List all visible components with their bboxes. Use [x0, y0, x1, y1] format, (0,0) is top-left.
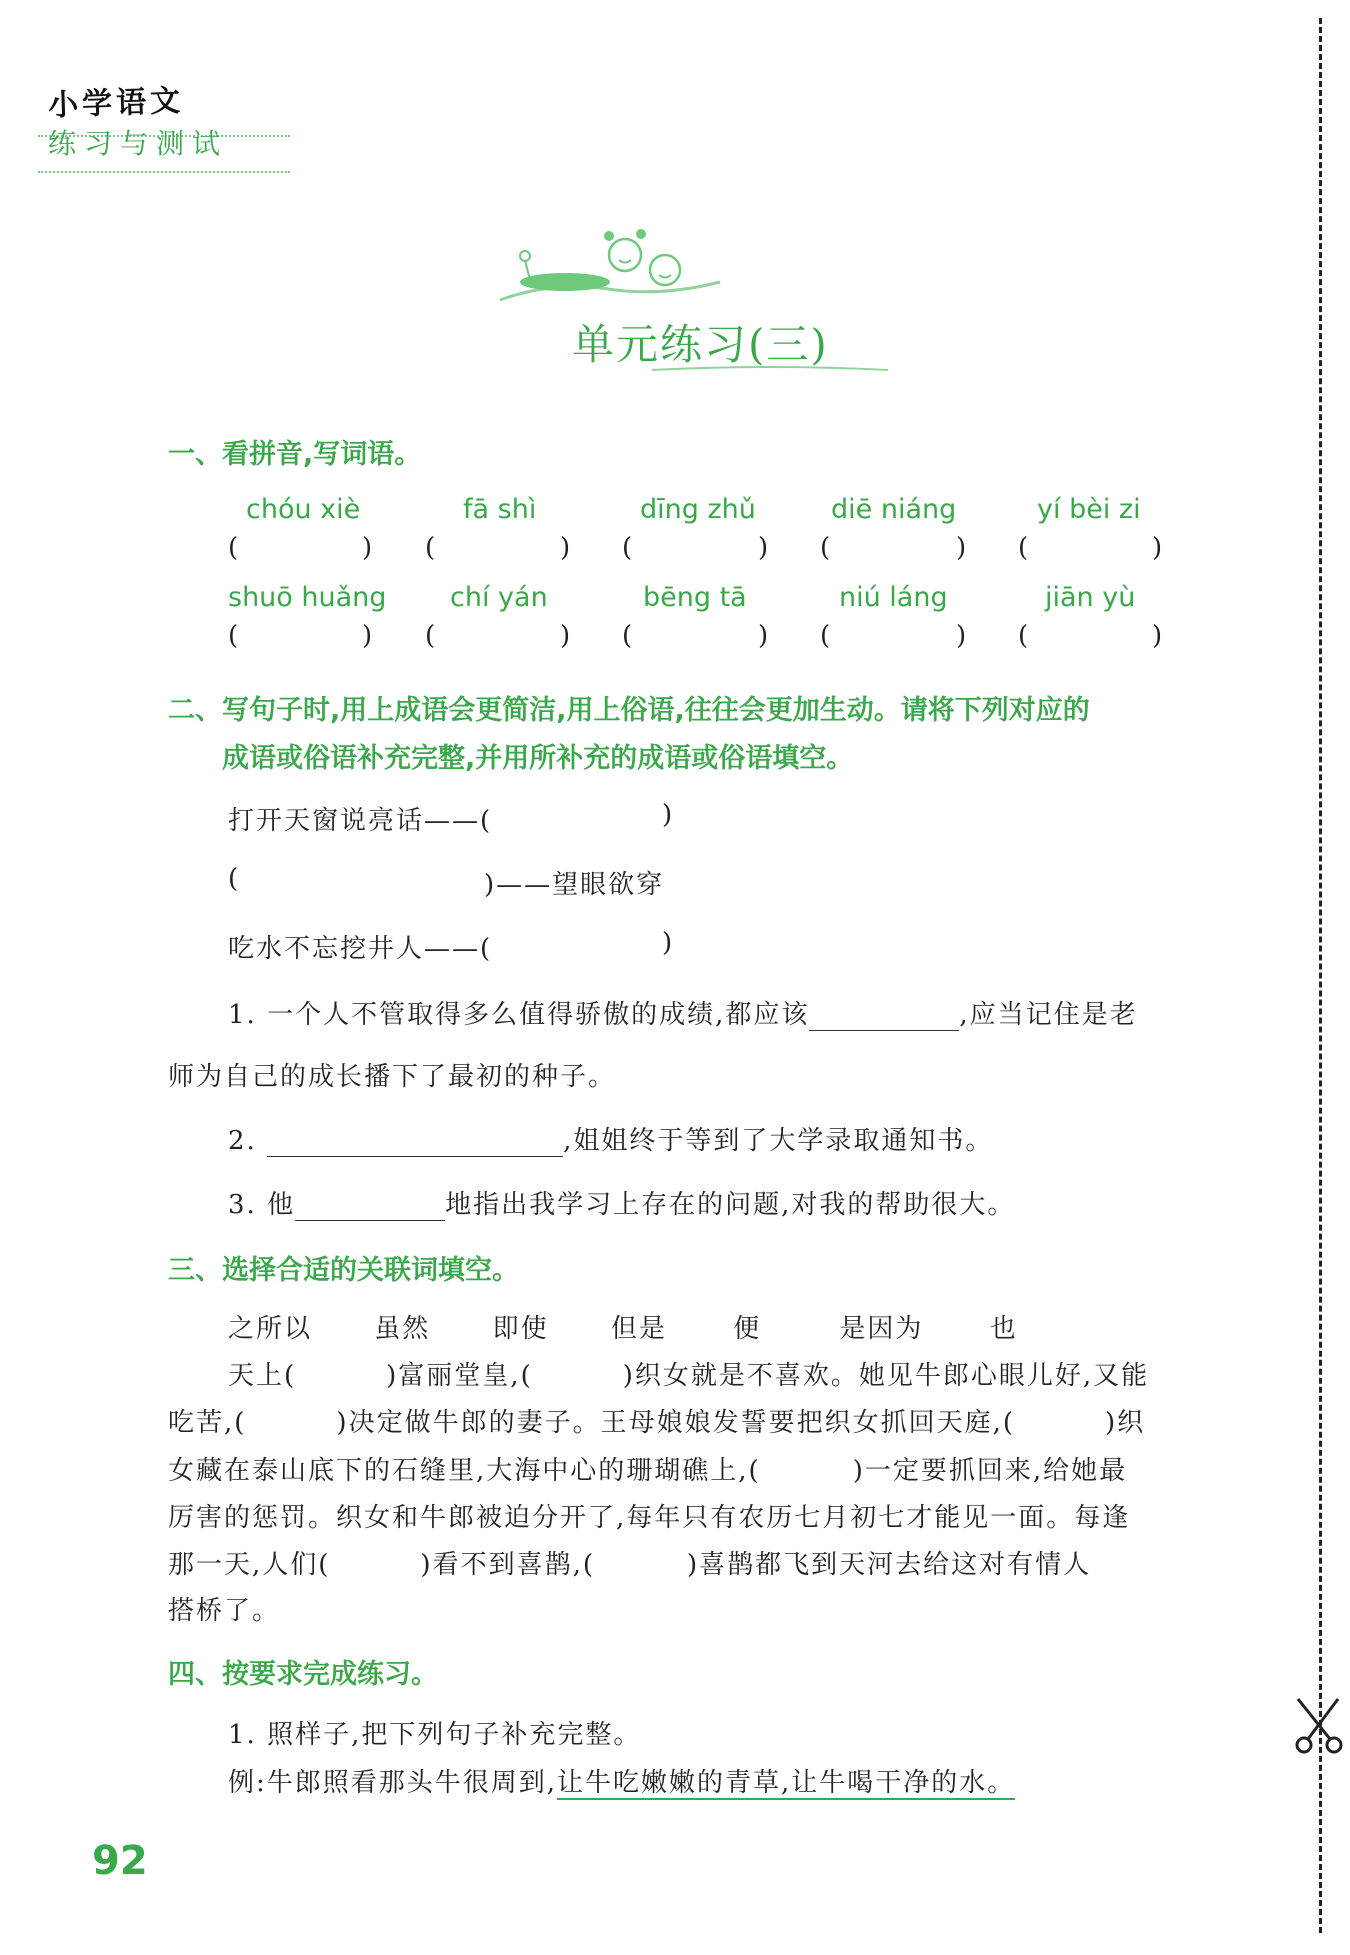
word-bank	[228, 1308, 1018, 1345]
question-2-number: 2.	[228, 1126, 257, 1156]
question-2-text: ,姐姐终于等到了大学录取通知书。	[563, 1126, 994, 1156]
paren-close: )	[956, 533, 967, 563]
word-option: 虽然	[374, 1314, 431, 1344]
passage-line-4: 厉害的惩罚。织女和牛郎被迫分开了,每年只有农历七月初七才能见一面。每逢	[168, 1503, 1131, 1533]
passage-line-5	[168, 1544, 1091, 1581]
example-sentence	[228, 1762, 1015, 1799]
paren-open: (	[1018, 533, 1029, 563]
answer-blank[interactable]	[267, 1126, 563, 1157]
paren-close: )	[662, 928, 675, 958]
cut-line	[1319, 18, 1322, 1933]
paren-open: (	[425, 621, 436, 651]
pinyin-3: dīng zhǔ	[640, 494, 756, 525]
paren-open: (	[1018, 621, 1029, 651]
answer-blank[interactable]	[295, 1190, 445, 1221]
word-option: 也	[989, 1314, 1018, 1344]
passage-text: 吃苦,(	[168, 1408, 247, 1438]
answer-blank[interactable]	[809, 1000, 959, 1031]
passage-text: )看不到喜鹊,(	[420, 1550, 595, 1580]
pinyin-5: yí bèi zi	[1037, 494, 1141, 525]
series-title: 小学语文	[47, 83, 185, 124]
pinyin-9: niú láng	[839, 582, 948, 613]
passage-text: )一定要抓回来,给她最	[852, 1456, 1128, 1486]
paren-close: )	[758, 621, 769, 651]
idiom-pair-1: 打开天窗说亮话——(	[228, 806, 493, 836]
pinyin-2: fā shì	[463, 494, 537, 525]
passage-text: )富丽堂皇,(	[386, 1361, 533, 1391]
passage-text: 那一天,人们(	[168, 1550, 331, 1580]
example-text-a: 例:牛郎照看那头牛很周到,	[228, 1768, 558, 1798]
paren-close: )	[662, 800, 675, 830]
paren-close: )	[560, 533, 571, 563]
passage-line-6: 搭桥了。	[168, 1596, 281, 1626]
example-text-b: 让牛吃嫩嫩的青草,让牛喝干净的水。	[557, 1768, 1016, 1798]
word-option: 便	[733, 1314, 762, 1344]
paren-open: (	[622, 621, 633, 651]
paren-close: )	[1152, 533, 1163, 563]
word-option: 但是	[610, 1314, 667, 1344]
section4-question-1: 1. 照样子,把下列句子补充完整。	[228, 1720, 642, 1750]
question-3-text-b: 地指出我学习上存在的问题,对我的帮助很大。	[445, 1190, 1016, 1220]
paren-open: (	[820, 621, 831, 651]
series-subtitle: 练习与测试	[48, 127, 229, 160]
paren-open: (	[425, 533, 436, 563]
pinyin-8: bēng tā	[643, 582, 747, 613]
word-option: 之所以	[228, 1314, 313, 1344]
section4-heading: 四、按要求完成练习。	[168, 1659, 438, 1690]
passage-text: )织女就是不喜欢。她见牛郎心眼儿好,又能	[622, 1361, 1150, 1391]
passage-text: )决定做牛郎的妻子。王母娘娘发誓要把织女抓回天庭,(	[336, 1408, 1015, 1438]
question-1-line	[228, 994, 1138, 1031]
children-illustration-icon	[495, 220, 725, 310]
section1-heading: 一、看拼音,写词语。	[168, 439, 422, 470]
idiom-pair-2: )——望眼欲穿	[484, 870, 665, 900]
passage-line-2	[168, 1402, 1145, 1439]
paren-open: (	[228, 621, 239, 651]
paren-close: )	[560, 621, 571, 651]
passage-line-1	[228, 1355, 1149, 1392]
paren-close: )	[956, 621, 967, 651]
paren-open: (	[228, 533, 239, 563]
page-number: 92	[92, 1838, 148, 1884]
section2-heading-line1: 二、写句子时,用上成语会更简洁,用上俗语,往往会更加生动。请将下列对应的	[168, 695, 1090, 726]
paren-close: )	[362, 621, 373, 651]
passage-text: )织	[1104, 1408, 1146, 1438]
idiom-pair-2-open: (	[228, 864, 241, 894]
passage-text: 女藏在泰山底下的石缝里,大海中心的珊瑚礁上,(	[168, 1456, 761, 1486]
question-1-text-a: 1. 一个人不管取得多么值得骄傲的成绩,都应该	[228, 1000, 810, 1030]
pinyin-1: chóu xiè	[246, 494, 361, 525]
scissors-icon	[1292, 1695, 1344, 1755]
paren-close: )	[758, 533, 769, 563]
pinyin-10: jiān yù	[1045, 582, 1136, 613]
idiom-pair-3: 吃水不忘挖井人——(	[228, 934, 493, 964]
word-option: 即使	[492, 1314, 549, 1344]
pinyin-6: shuō huǎng	[228, 582, 387, 613]
pinyin-7: chí yán	[450, 582, 548, 613]
question-1-text-c: 师为自己的成长播下了最初的种子。	[168, 1062, 617, 1092]
question-2-line	[228, 1120, 993, 1157]
paren-open: (	[622, 533, 633, 563]
passage-line-3	[168, 1450, 1127, 1487]
word-option: 是因为	[839, 1314, 924, 1344]
question-1-text-b: ,应当记住是老	[959, 1000, 1138, 1030]
section2-heading-line2: 成语或俗语补充完整,并用所补充的成语或俗语填空。	[222, 743, 854, 774]
question-3-text-a: 3. 他	[228, 1190, 296, 1220]
question-3-line	[228, 1184, 1015, 1221]
passage-text: )喜鹊都飞到天河去给这对有情人	[686, 1550, 1092, 1580]
title-underline	[650, 362, 890, 376]
pinyin-4: diē niáng	[831, 494, 957, 525]
passage-text: 天上(	[228, 1361, 297, 1391]
paren-close: )	[1152, 621, 1163, 651]
paren-open: (	[820, 533, 831, 563]
page-title: 单元练习(三)	[572, 320, 829, 369]
section3-heading: 三、选择合适的关联词填空。	[168, 1255, 519, 1286]
paren-close: )	[362, 533, 373, 563]
